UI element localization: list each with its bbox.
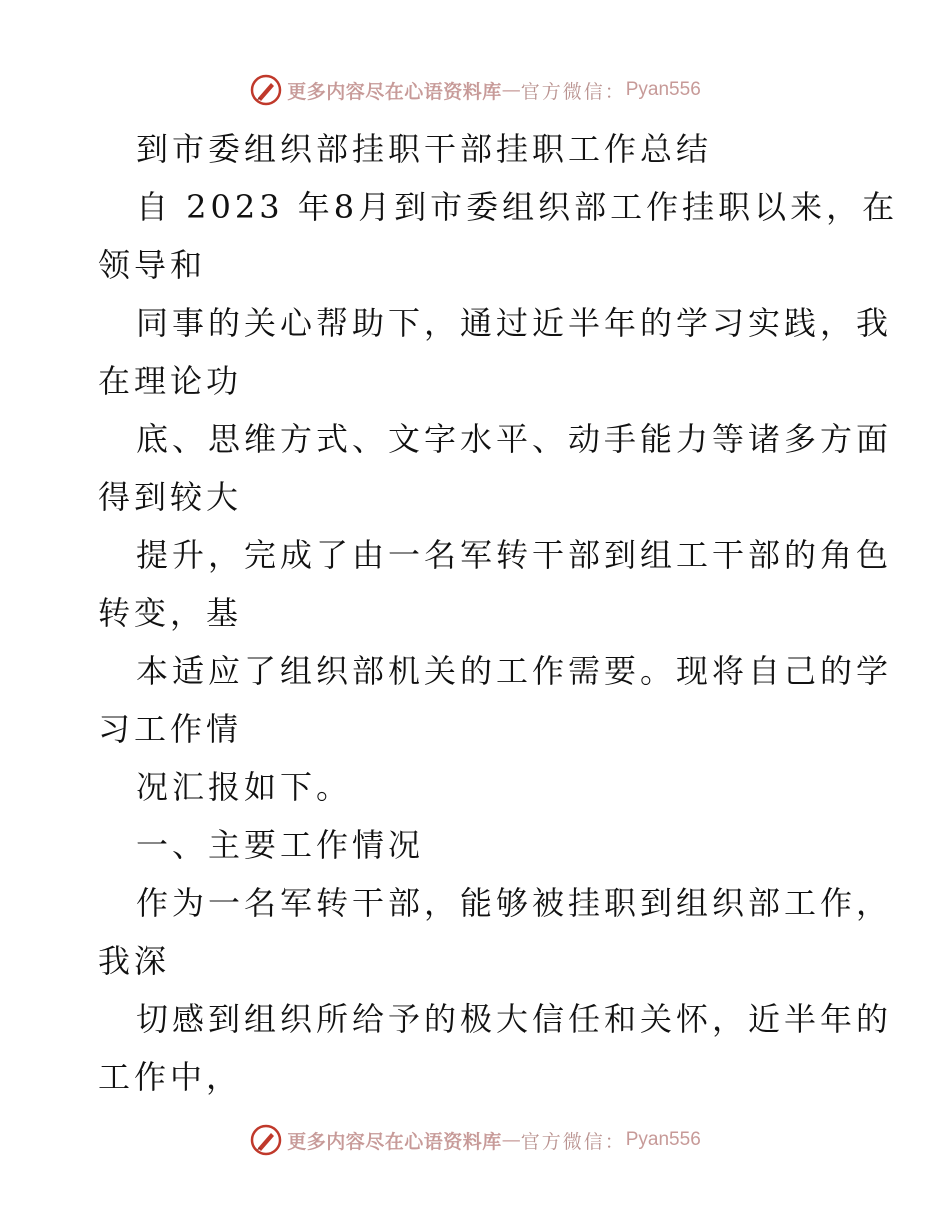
pen-circle-logo-icon: [249, 1123, 283, 1157]
document-line: 我深: [98, 942, 171, 980]
watermark-wechat-id: Pyan556: [625, 1129, 701, 1150]
watermark-brand: 更多内容尽在心语资料库: [287, 1130, 502, 1153]
document-line: 一、主要工作情况: [136, 826, 425, 864]
document-line: 转变，基: [98, 594, 243, 632]
watermark-separator: —: [501, 1129, 521, 1151]
document-line: 在理论功: [98, 362, 243, 400]
document-line: 况汇报如下。: [136, 768, 353, 806]
document-line: 底、思维方式、文字水平、动手能力等诸多方面: [136, 420, 893, 458]
document-line: 同事的关心帮助下，通过近半年的学习实践，我: [136, 304, 893, 342]
document-line: 自 2023 年8月到市委组织部工作挂职以来，在: [136, 188, 899, 226]
document-line: 到市委组织部挂职干部挂职工作总结: [136, 130, 713, 168]
watermark-separator: —: [501, 79, 521, 101]
document-line: 习工作情: [98, 710, 243, 748]
watermark-wechat-id: Pyan556: [625, 79, 701, 100]
watermark-official-label: 官方微信：: [520, 1130, 626, 1153]
document-line: 本适应了组织部机关的工作需要。现将自己的学: [136, 652, 893, 690]
document-line: 领导和: [98, 246, 207, 284]
document-line: 得到较大: [98, 478, 243, 516]
pen-circle-logo-icon: [249, 73, 283, 107]
watermark-banner-bottom: [0, 1120, 950, 1160]
watermark-brand: 更多内容尽在心语资料库: [287, 80, 502, 103]
document-line: 切感到组织所给予的极大信任和关怀，近半年的: [136, 1000, 893, 1038]
document-line: 工作中，: [98, 1058, 243, 1096]
watermark-banner-top: [0, 70, 950, 110]
watermark-official-label: 官方微信：: [520, 80, 626, 103]
document-line: 提升，完成了由一名军转干部到组工干部的角色: [136, 536, 893, 574]
document-line: 作为一名军转干部，能够被挂职到组织部工作，: [136, 884, 893, 922]
document-body: [98, 120, 899, 1106]
